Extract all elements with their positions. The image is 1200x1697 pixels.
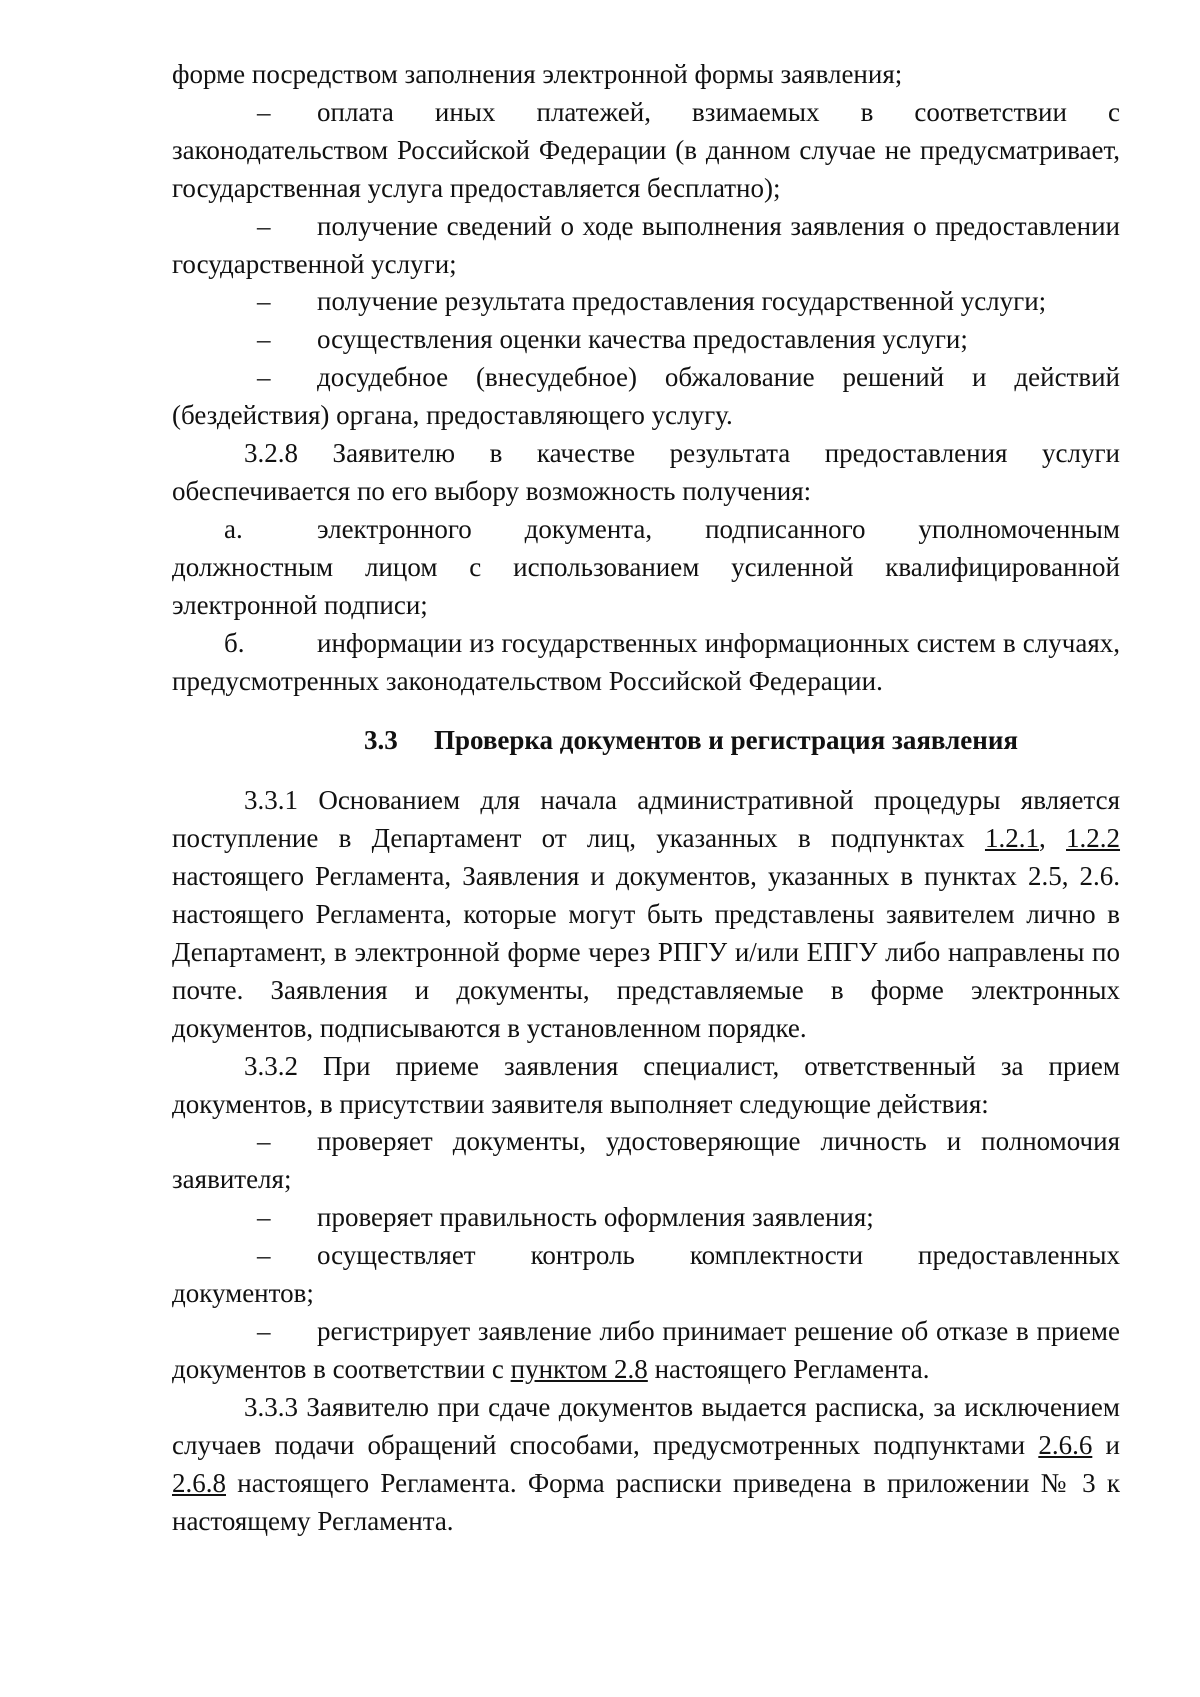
list-item-text: получение сведений о ходе выполнения заявления о предоставлении государственной услуги; [172,210,1120,279]
list-item-text: регистрирует заявление либо принимает решение об отказе в приеме документов в соответствии с [172,1316,1120,1384]
list-item-register [172,1313,1120,1389]
list-item-text: осуществления оценки качества предоставления услуги; [317,324,968,355]
separator: , [1038,823,1067,854]
list-item-appeal [172,359,1120,435]
list-item-text: получение результата предоставления государственной услуги; [317,286,1047,317]
list-item-text: электронного документа, подписанного уполномоченным должностным лицом с использованием усиленной квалифицированной электронной подписи; [172,513,1120,620]
document-body [172,56,1120,1540]
dash-marker: – [257,286,271,317]
clause-text: 3.3.1 Основанием для начала административной процедуры является поступление в Департамент от лиц, указанных в подпунктах [172,785,1120,854]
list-item-a [172,511,1120,625]
list-item-text: проверяет правильность оформления заявления; [317,1202,874,1233]
dash-marker: – [257,96,271,127]
clause-text: настоящего Регламента, Заявления и документов, указанных в пунктах 2.5, 2.6. настоящего Регламента, которые могут быть представлены заявителем лично в Департамент, в электронной форме через РПГУ и/или ЕПГУ либо направлены по почте. Заявления и документы, представляемые в форме электронных документов, подписываются в установленном порядке. [172,861,1120,1043]
reference-link-1-2-2[interactable]: 1.2.2 [1066,823,1121,854]
list-item-text: оплата иных платежей, взимаемых в соответствии с законодательством Российской Федерации (в данном случае не предусматривает, государственная услуга предоставляется бесплатно); [172,96,1120,203]
section-title: Проверка документов и регистрация заявления [433,725,1019,756]
list-item-text: проверяет документы, удостоверяющие личность и полномочия заявителя; [172,1126,1120,1195]
dash-marker: – [257,1316,271,1346]
clause-text: настоящего Регламента. Форма расписки приведена в приложении № 3 к настоящему Регламента. [172,1467,1120,1536]
letter-marker: б. [224,627,245,658]
list-item-payment [172,94,1120,208]
reference-link-2-6-8[interactable]: 2.6.8 [172,1467,226,1498]
reference-link-1-2-1[interactable]: 1.2.1 [984,823,1039,854]
list-item-check-form [172,1199,1120,1237]
clause-3-3-3 [172,1389,1120,1541]
list-item-quality [172,321,1120,359]
list-item-text: осуществляет контроль комплектности предоставленных документов; [172,1240,1120,1309]
reference-link-2-8[interactable]: пунктом 2.8 [510,1353,648,1384]
list-item-text: информации из государственных информационных систем в случаях, предусмотренных законодательством Российской Федерации. [172,627,1120,696]
conjunction: и [1092,1429,1120,1460]
clause-3-2-8: 3.2.8 Заявителю в качестве результата предоставления услуги обеспечивается по его выбору возможность получения: [172,438,1120,506]
list-item-b [172,625,1120,701]
clause-3-3-2: 3.3.2 При приеме заявления специалист, ответственный за прием документов, в присутствии заявителя выполняет следующие действия: [172,1050,1120,1119]
section-number: 3.3 [363,725,398,756]
reference-link-2-6-6[interactable]: 2.6.6 [1038,1429,1093,1460]
list-item-status [172,208,1120,284]
dash-marker: – [257,1202,271,1233]
list-item-text: досудебное (внесудебное) обжалование решений и действий (бездействия) органа, предоставляющего услугу. [172,362,1120,431]
list-item-text: настоящего Регламента. [647,1353,930,1384]
dash-marker: – [257,1126,271,1157]
list-item-check-identity [172,1123,1120,1199]
list-item-check-completeness [172,1237,1120,1313]
paragraph-continuation: форме посредством заполнения электронной формы заявления; [172,59,903,89]
list-item-result [172,283,1120,321]
dash-marker: – [257,210,271,241]
dash-marker: – [257,362,271,393]
section-heading [172,722,1120,760]
letter-marker: а. [224,513,243,544]
dash-marker: – [257,1240,271,1271]
dash-marker: – [257,324,271,355]
clause-3-3-1 [172,782,1120,1047]
clause-text: 3.3.3 Заявителю при сдаче документов выдается расписка, за исключением случаев подачи обращений способами, предусмотренных подпунктами [172,1391,1120,1460]
